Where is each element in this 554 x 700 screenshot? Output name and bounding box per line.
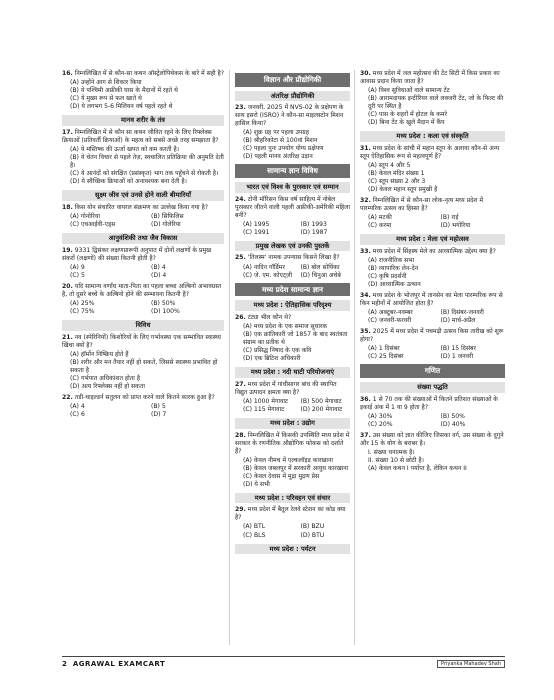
question-32: 32. निम्नलिखित में से कौन-सा लोक-नृत्य मध्य प्रदेश में पारम्परिक उत्सव का हिस्सा है? (A) मटकी (B) राई (C) करमा (D) भगोरिया (360, 197, 505, 230)
question-text: 9331 द्विसंकर लक्षणप्रारूपी अनुपात में दोनों लक्षणों के प्रमुख संकरों (लक्षणों) की संख्या कितनी होती है? (62, 246, 212, 262)
question-37: 37. उस संख्या को ज्ञात कीजिए जिसका वर्ग, उस संख्या के दुगुने और 15 के योग के बराबर है। I. संख्या धनात्मक है। II. संख्या 10 से छोटी है। (A) केवल कथन I पर्याप्त है, लेकिन कथन II (360, 431, 504, 472)
option-d[interactable]: (D) 7 (151, 410, 167, 418)
option-d[interactable]: (D) चिनुआ अचेबे (300, 271, 341, 279)
question-text: 1 से 70 तक की संख्याओं में कितने प्रतिशत संख्याओं के इकाई अंक में 1 या 9 होता है? (360, 395, 498, 411)
option-c[interactable]: (C) 6 (70, 410, 85, 418)
option-c[interactable]: (C) जनवरी-फरवरी (368, 317, 412, 325)
option-c[interactable]: (C) 20% (368, 420, 393, 428)
question-text: निम्नलिखित में किसकी उपस्थिति मध्य प्रदेश में सरकार के रणनीतिक औद्योगिक फोकस को दर्शाते हैं? (235, 431, 350, 455)
question-25: 25. 'तिलस्म' नामक उपन्यास किसने लिखा है? (A) नादिन गॉर्डिमर (B) बोल सोयिंका (C) जे. एम. कोएट्ज़ी (D) चिनुआ अचेबे (235, 254, 350, 279)
option-b[interactable]: (B) राई (440, 214, 459, 222)
option-a[interactable]: (A) राजनीतिक सभा (368, 256, 415, 264)
option-b[interactable]: (B) 50% (440, 412, 465, 420)
question-24: 24. टोनी मॉरिसन किस वर्ष साहित्य में नोबेल पुरस्कार जीतने वाली पहली अफ्रीकी-अमेरिकी महिला बनीं? (A) 1995 (B) 1993 (C) 1991 (D) 1987 (235, 195, 350, 236)
question-34: 34. मध्य प्रदेश के भोजपुर में तानसेन का मेला पारम्परिक रूप से किन महीनों में आयोजित होता है? (A) अक्टूबर-नवम्बर (B) दिसंबर-जनवरी (C) जनवरी-फरवरी (D) मार्च-अप्रैल (360, 292, 505, 325)
option-c[interactable]: (C) केवल देवास में मुद्रा मुद्रण प्रेस (243, 472, 320, 480)
option-a[interactable]: (A) नादिन गॉर्डिमर (243, 263, 285, 271)
option-a[interactable]: (A) स्तूप 4 और 5 (368, 161, 411, 169)
option-a[interactable]: (A) मध्य प्रदेश के एक समाज सुधारक (243, 322, 328, 330)
option-a[interactable]: (A) हॉर्मोन निष्क्रिय होते हैं (70, 350, 129, 358)
question-text: टोनी मॉरिसन किस वर्ष साहित्य में नोबेल पुरस्कार जीतने वाली पहली अफ्रीकी-अमेरिकी महिला बनीं? (235, 195, 350, 219)
option-d[interactable]: (D) अत्य रिफ्लेक्स नहीं हो सकता (70, 382, 145, 390)
option-b[interactable]: (B) ये पश्चिमी अफ्रीकी घास के मैदानों में रहते थे (70, 87, 178, 95)
option-d[interactable]: (D) आध्यात्मिक उत्थान (368, 281, 421, 289)
question-26: 26. टंट्या भील कौन थे? (A) मध्य प्रदेश के एक समाज सुधारक (B) एक क्रांतिकारी जो 1857 के बाद स्वतंत्रता संग्राम का प्रतीक थे (C) प्रसिद्ध निषाद के एक कवि (D) एक ब्रिटिश अधिकारी (235, 314, 350, 363)
section-heading-number-system: संख्या पद्धति (360, 382, 505, 393)
option-d[interactable]: (D) 40% (440, 420, 466, 428)
question-text: तडी-चाइल्डर्न सतुलन को प्राप्त करने वाले कितने कारक हुआ है? (74, 393, 215, 401)
question-33: 33. मध्य प्रदेश में सिंहस्थ मेले का आध्यात्मिक उद्देश्य क्या है? (A) राजनीतिक सभा (B) व्यापारिक लेन-देन (C) कृषि प्रदर्शनी (D) आध्यात्मिक उत्थान (360, 248, 505, 289)
brand-logo: AGRAWAL EXAMCART (72, 660, 166, 668)
question-text: 2025 में मध्य प्रदेश में पचमढ़ी उत्सव किस तारीख को शुरू होगा? (360, 328, 504, 344)
option-b[interactable]: (B) BZU (300, 523, 325, 531)
question-36: 36. 1 से 70 तक की संख्याओं में कितने प्रतिशत संख्याओं के इकाई अंक में 1 या 9 होता है? (A) 30% (B) 50% (C) 20% (D) 40% (360, 396, 505, 429)
option-c[interactable]: (C) BLS (243, 531, 266, 539)
option-d[interactable]: (D) बिना टेंट के खुले मैदान में कैंप (368, 119, 445, 127)
option-b[interactable]: (B) बोल सोयिंका (300, 263, 340, 271)
question-16: 16. निम्नलिखित में से कौन-सा कथन ऑस्ट्रेलोपिथेकस के बारे में सही है? (A) उन्होंने आग से शिकार किया (B) ये पश्चिमी अफ्रीकी घास के मैदानों में रहते थे (C) ये मुख्य रूप से फल खाते थे (D) ये लगभग 5-6 मिलियन वर्ष पहले रहते थे (62, 70, 224, 111)
option-a[interactable]: (A) विश्व सुविधाओं वाले सामान्य टेंट (368, 87, 450, 95)
question-text: जनवरी, 2025 में NVS-02 के प्रक्षेपण के साथ इसरो (ISRO) ने कौन-सा माइलस्टोन मिशन हासिल किया? (235, 104, 344, 128)
option-c[interactable]: (C) 25 दिसंबर (368, 353, 404, 361)
question-text: मध्य प्रदेश में बैतूल रेलवे स्टेशन का कोड क्या है? (235, 506, 346, 522)
option-a[interactable]: (A) केवल कथन I पर्याप्त है, लेकिन कथन II (368, 464, 467, 472)
statement-2: II. संख्या 10 से छोटी है। (368, 456, 424, 464)
option-b[interactable]: (B) एक क्रांतिकारी जो 1857 के बाद स्वतंत्रता संग्राम का प्रतीक थे (243, 330, 348, 346)
section-heading-body: मानव शरीर के तंत्र (62, 115, 224, 126)
option-b[interactable]: (B) दिसंबर-जनवरी (440, 309, 484, 317)
section-bar-mp: मध्य प्रदेश सामान्य ज्ञान (235, 283, 350, 297)
question-text: यदि सामान्य वर्णांध माता-पिता का पहला बच्चा अल्बिनो अभावग्रस्त है, तो दूसरे बच्चे के अल्बिनो होने की सम्भावना कितनी है? (62, 282, 222, 298)
option-a[interactable]: (A) 30% (368, 412, 393, 420)
option-b[interactable]: (B) 4 (151, 263, 166, 271)
option-a[interactable]: (A) 1995 (243, 220, 270, 228)
statement-1: I. संख्या धनात्मक है। (368, 448, 415, 456)
section-heading-fairs: मध्य प्रदेश : मेला एवं महोत्सव (360, 234, 505, 245)
option-c[interactable]: (C) कृषि प्रदर्शनी (368, 273, 407, 281)
question-35: 35. 2025 में मध्य प्रदेश में पचमढ़ी उत्सव किस तारीख को शुरू होगा? (A) 1 दिसंबर (B) 15 दिसंबर (C) 25 दिसंबर (D) 1 जनवरी (360, 328, 504, 361)
section-heading-honours: भारत एवं विश्व के पुरस्कार एवं सम्मान (235, 182, 350, 193)
question-text: टंट्या भील कौन थे? (247, 313, 292, 321)
question-text: मध्य प्रदेश के सांची में महान स्तूप के अलावा कौन-से अन्य स्तूप ऐतिहासिक रूप से महत्वपूर्ण हैं? (360, 144, 500, 160)
option-c[interactable]: (C) पास के शहरों में होटल के कमरे (368, 111, 448, 119)
section-heading-space: अंतरिक्ष प्रौद्योगिकी (235, 91, 350, 102)
section-heading-disease: सूक्ष्म जीव एवं उनसे होने वाली बीमारियाँ (62, 190, 224, 201)
option-b[interactable]: (B) केवल जबलपुर में सरकारी आयुध कारखाना (243, 464, 349, 472)
column-divider (354, 70, 355, 645)
option-c[interactable]: (C) ये आनंदों को संरक्षित (प्रसंस्कृत) भाग तक पहुँचने से रोकती है। (70, 170, 219, 178)
option-d[interactable]: (D) 1987 (300, 228, 328, 236)
question-text: मध्य प्रदेश में जल महोत्सव की टेंट सिटी में किस प्रकार का आवास प्रदान किया जाता है? (360, 70, 500, 86)
footer-badge: Priyanka Mahadev Shah (437, 660, 505, 668)
option-b[interactable]: (B) 50% (151, 299, 176, 307)
option-c[interactable]: (C) करमा (368, 222, 392, 230)
column-divider (229, 70, 230, 645)
page-footer (62, 656, 505, 671)
option-d[interactable]: (D) 100% (151, 307, 180, 315)
option-b[interactable]: (B) ये चेतन विचार से पहले तेज़, स्वचालित प्रतिक्रिया की अनुमति देती है। (70, 153, 224, 169)
option-d[interactable]: (D) 1 जनवरी (440, 353, 474, 361)
option-d[interactable]: (D) एक ब्रिटिश अधिकारी (243, 354, 301, 362)
question-19: 19. 9331 द्विसंकर लक्षणप्रारूपी अनुपात में दोनों लक्षणों के प्रमुख संकरों (लक्षणों) की संख्या कितनी होती है? (A) 9 (B) 4 (C) 5 (D) 4 (62, 247, 224, 280)
option-c[interactable]: (C) 75% (70, 307, 95, 315)
section-bar-science: विज्ञान और प्रौद्योगिकी (235, 73, 350, 87)
option-a[interactable]: (A) उन्होंने आग से शिकार किया (70, 79, 142, 87)
option-b[interactable]: (B) व्यापारिक लेन-देन (368, 265, 419, 272)
question-29: 29. मध्य प्रदेश में बैतूल रेलवे स्टेशन का कोड क्या है? (A) BTL (B) BZU (C) BLS (D) BTU (235, 506, 350, 539)
column-2 (235, 70, 350, 557)
option-b[interactable]: (B) सिफिलिस (151, 212, 184, 220)
option-a[interactable]: (A) 25% (70, 299, 95, 307)
question-text: निम्नलिखित में से कौन सा कथन जीवित रहने के लिए रिफ्लेक्स क्रियाओं (प्रतिवर्ती क्रियाओं) के महत्व को सबसे अच्छे तरह समझाता है? (62, 128, 219, 144)
option-a[interactable]: (A) अक्टूबर-नवम्बर (368, 309, 413, 317)
option-a[interactable]: (A) 4 (70, 402, 85, 410)
question-text: नव (स्पेरिनियों) किशोरियों के लिए गर्भावस्था एक सम्भावित स्वास्थ्य खिंचा क्यों है? (62, 333, 221, 349)
option-d[interactable]: (D) केवल महान स्तूप प्रमुखी है (368, 186, 438, 194)
option-d[interactable]: (D) पहली मानव अंतरिक्ष उड़ान (243, 153, 313, 161)
section-heading-history: मध्य प्रदेश : ऐतिहासिक परिदृश्य (235, 300, 350, 311)
question-20: 20. यदि सामान्य वर्णांध माता-पिता का पहला बच्चा अल्बिनो अभावग्रस्त है, तो दूसरे बच्चे के अल्बिनो होने की सम्भावना कितनी है? (A) 25% (B) 50% (C) 75% (D) 100% (62, 283, 224, 316)
question-text: उस संख्या को ज्ञात कीजिए जिसका वर्ग, उस संख्या के दुगुने और 15 के योग के बराबर है। (360, 431, 504, 447)
column-1 (62, 70, 224, 422)
question-text: मध्य प्रदेश में गांधीसागर बांध की स्थापित विद्युत उत्पादन क्षमता क्या है? (235, 380, 337, 396)
option-c[interactable]: (C) गर्भपात अधिकांशत होता है (70, 374, 140, 382)
section-heading-industry: मध्य प्रदेश : उद्योग (235, 418, 350, 429)
column-3 (360, 70, 505, 476)
question-17: 17. निम्नलिखित में से कौन सा कथन जीवित रहने के लिए रिफ्लेक्स क्रियाओं (प्रतिवर्ती क्रियाओं) के महत्व को सबसे अच्छे तरह समझाता है? (A) ये मस्तिष्क की ऊर्जा खपत को कम करती है। (B) ये चेतन विचार से पहले तेज़, स्वचालित प्रतिक्रिया की अनुमति देती है। (C) ये आनंदों को संरक्षित (प्रसंस्कृत) भाग तक पहुँचने से रोकती है। (D) ये स्वैच्छिक क्रियाओं को अनावश्यक बना देती है। (62, 128, 224, 186)
option-a[interactable]: (A) गोनोरिया (70, 212, 101, 220)
question-30: 30. मध्य प्रदेश में जल महोत्सव की टेंट सिटी में किस प्रकार का आवास प्रदान किया जाता है? (A) विश्व सुविधाओं वाले सामान्य टेंट (B) आरामदायक इन्टीरियर वाले लक्जरी टेंट, जो के फिल्ट की दूरी पर स्थित है (C) पास के शहरों में होटल के कमरे (D) बिना टेंट के खुले मैदान में कैंप (360, 70, 504, 127)
option-b[interactable]: (B) 15 दिसंबर (440, 345, 476, 353)
section-bar-math: गणित (360, 364, 505, 378)
section-heading-art: मध्य प्रदेश : कला एवं संस्कृति (360, 131, 505, 142)
option-d[interactable]: (D) 200 मेगावाट (300, 405, 343, 413)
option-d[interactable]: (D) मार्च-अप्रैल (440, 317, 476, 325)
question-22: 22. तडी-चाइल्डर्न सतुलन को प्राप्त करने वाले कितने कारक हुआ है? (A) 4 (B) 5 (C) 6 (D) 7 (62, 394, 224, 419)
option-c[interactable]: (C) ये मुख्य रूप से फल खाते थे (70, 95, 142, 103)
option-a[interactable]: (A) 1000 मेगावाट (243, 397, 288, 405)
option-a[interactable]: (A) ये मस्तिष्क की ऊर्जा खपत को कम करती है। (70, 145, 180, 153)
section-heading-genetics: आनुवंशिकी तथा जैव विकास (62, 233, 224, 244)
option-d[interactable]: (D) 4 (151, 271, 167, 279)
option-c[interactable]: (C) प्रसिद्ध निषाद के एक कवि (243, 346, 312, 354)
question-text: किस योन संचारित वायरल संक्रमण का उल्लेख किया गया है? (74, 203, 209, 211)
question-text: मध्य प्रदेश में सिंहस्थ मेले का आध्यात्मिक उद्देश्य क्या है? (372, 247, 496, 255)
option-d[interactable]: (D) ये सभी (243, 480, 270, 488)
section-bar-gk: सामान्य ज्ञान विविध (235, 164, 350, 178)
option-b[interactable]: (B) 5 (151, 402, 166, 410)
option-b[interactable]: (B) श्रीहरिकोटा से 100वां मिशन (243, 137, 318, 145)
option-c[interactable]: (C) 115 मेगावाट (243, 405, 285, 413)
section-heading-misc: विविध (62, 320, 224, 331)
question-21: 21. नव (स्पेरिनियों) किशोरियों के लिए गर्भावस्था एक सम्भावित स्वास्थ्य खिंचा क्यों है? (A) हॉर्मोन निष्क्रिय होते हैं (B) शरीर और मन तैयार नहीं हो सकते, जिससे स्वास्थ्य प्रभावित हो सकता है (C) गर्भपात अधिकांशत होता है (D) अत्य रिफ्लेक्स नहीं हो सकता (62, 334, 224, 391)
option-b[interactable]: (B) शरीर और मन तैयार नहीं हो सकते, जिससे स्वास्थ्य प्रभावित हो सकता है (70, 358, 218, 374)
option-d[interactable]: (D) ये स्वैच्छिक क्रियाओं को अनावश्यक बना देती है। (70, 178, 187, 186)
option-d[interactable]: (D) ये लगभग 5-6 मिलियन वर्ष पहले रहते थे (70, 103, 173, 111)
question-text: निम्नलिखित में से कौन-सा लोक-नृत्य मध्य प्रदेश में पारम्परिक उत्सव का हिस्सा है? (360, 197, 484, 213)
question-18: 18. किस योन संचारित वायरल संक्रमण का उल्लेख किया गया है? (A) गोनोरिया (B) सिफिलिस (C) एचआईवी-एड्स (D) गोलेरिया (62, 204, 224, 229)
option-c[interactable]: (C) जे. एम. कोएट्ज़ी (243, 271, 293, 279)
option-d[interactable]: (D) BTU (300, 531, 325, 539)
option-c[interactable]: (C) 5 (70, 271, 85, 279)
option-c[interactable]: (C) 1991 (243, 228, 270, 236)
option-a[interactable]: (A) केवल नीमच में एल्कलॉइड कारखाना (243, 456, 333, 464)
question-text: 'तिलस्म' नामक उपन्यास किसने लिखा है? (247, 254, 340, 262)
option-a[interactable]: (A) BTL (243, 523, 266, 531)
option-a[interactable]: (A) 1 दिसंबर (368, 345, 400, 353)
section-heading-books: प्रमुख लेखक एवं उनकी पुस्तकें (235, 241, 350, 252)
question-28: 28. निम्नलिखित में किसकी उपस्थिति मध्य प्रदेश में सरकार के रणनीतिक औद्योगिक फोकस को दर्शाते हैं? (A) केवल नीमच में एल्कलॉइड कारखाना (B) केवल जबलपुर में सरकारी आयुध कारखाना (C) केवल देवास में मुद्रा मुद्रण प्रेस (D) ये सभी (235, 431, 350, 488)
option-d[interactable]: (D) भगोरिया (440, 222, 471, 230)
option-b[interactable]: (B) 500 मेगावाट (300, 397, 342, 405)
question-text: मध्य प्रदेश के भोजपुर में तानसेन का मेला पारम्परिक रूप से किन महीनों में आयोजित होता है? (360, 292, 503, 308)
option-b[interactable]: (B) 1993 (300, 220, 327, 228)
section-heading-rivers: मध्य प्रदेश : नदी घाटी परियोजनाएं (235, 367, 350, 378)
question-27: 27. मध्य प्रदेश में गांधीसागर बांध की स्थापित विद्युत उत्पादन क्षमता क्या है? (A) 1000 मेगावाट (B) 500 मेगावाट (C) 115 मेगावाट (D) 200 मेगावाट (235, 381, 350, 414)
option-a[interactable]: (A) मटकी (368, 214, 392, 222)
page-number: 2 (62, 660, 67, 668)
question-31: 31. मध्य प्रदेश के सांची में महान स्तूप के अलावा कौन-से अन्य स्तूप ऐतिहासिक रूप से महत्वपूर्ण हैं? (A) स्तूप 4 और 5 (B) केवल मंदिर संख्या 1 (C) स्तूप संख्या 2 और 3 (D) केवल महान स्तूप प्रमुखी है (360, 145, 505, 194)
option-a[interactable]: (A) शुक्र ग्रह पर पहला उपग्रह (243, 129, 309, 137)
option-b[interactable]: (B) केवल मंदिर संख्या 1 (368, 170, 425, 178)
question-text: निम्नलिखित में से कौन-सा कथन ऑस्ट्रेलोपिथेकस के बारे में सही है? (74, 70, 224, 77)
option-b[interactable]: (B) आरामदायक इन्टीरियर वाले लक्जरी टेंट, जो के फिल्ट की दूरी पर स्थित है (368, 95, 504, 111)
option-c[interactable]: (C) स्तूप संख्या 2 और 3 (368, 178, 426, 186)
question-23: 23. जनवरी, 2025 में NVS-02 के प्रक्षेपण के साथ इसरो (ISRO) ने कौन-सा माइलस्टोन मिशन हासिल किया? (A) शुक्र ग्रह पर पहला उपग्रह (B) श्रीहरिकोटा से 100वां मिशन (C) पहला पुनः उपयोग योग्य प्रक्षेपण (D) पहली मानव अंतरिक्ष उड़ान (235, 104, 350, 161)
section-heading-transport: मध्य प्रदेश : परिवहन एवं संचार (235, 493, 350, 504)
option-d[interactable]: (D) गोलेरिया (151, 220, 181, 228)
section-heading-tourism: मध्य प्रदेश : पर्यटन (235, 544, 350, 555)
option-a[interactable]: (A) 9 (70, 263, 85, 271)
option-c[interactable]: (C) पहला पुनः उपयोग योग्य प्रक्षेपण (243, 145, 324, 153)
option-c[interactable]: (C) एचआईवी-एड्स (70, 220, 116, 228)
